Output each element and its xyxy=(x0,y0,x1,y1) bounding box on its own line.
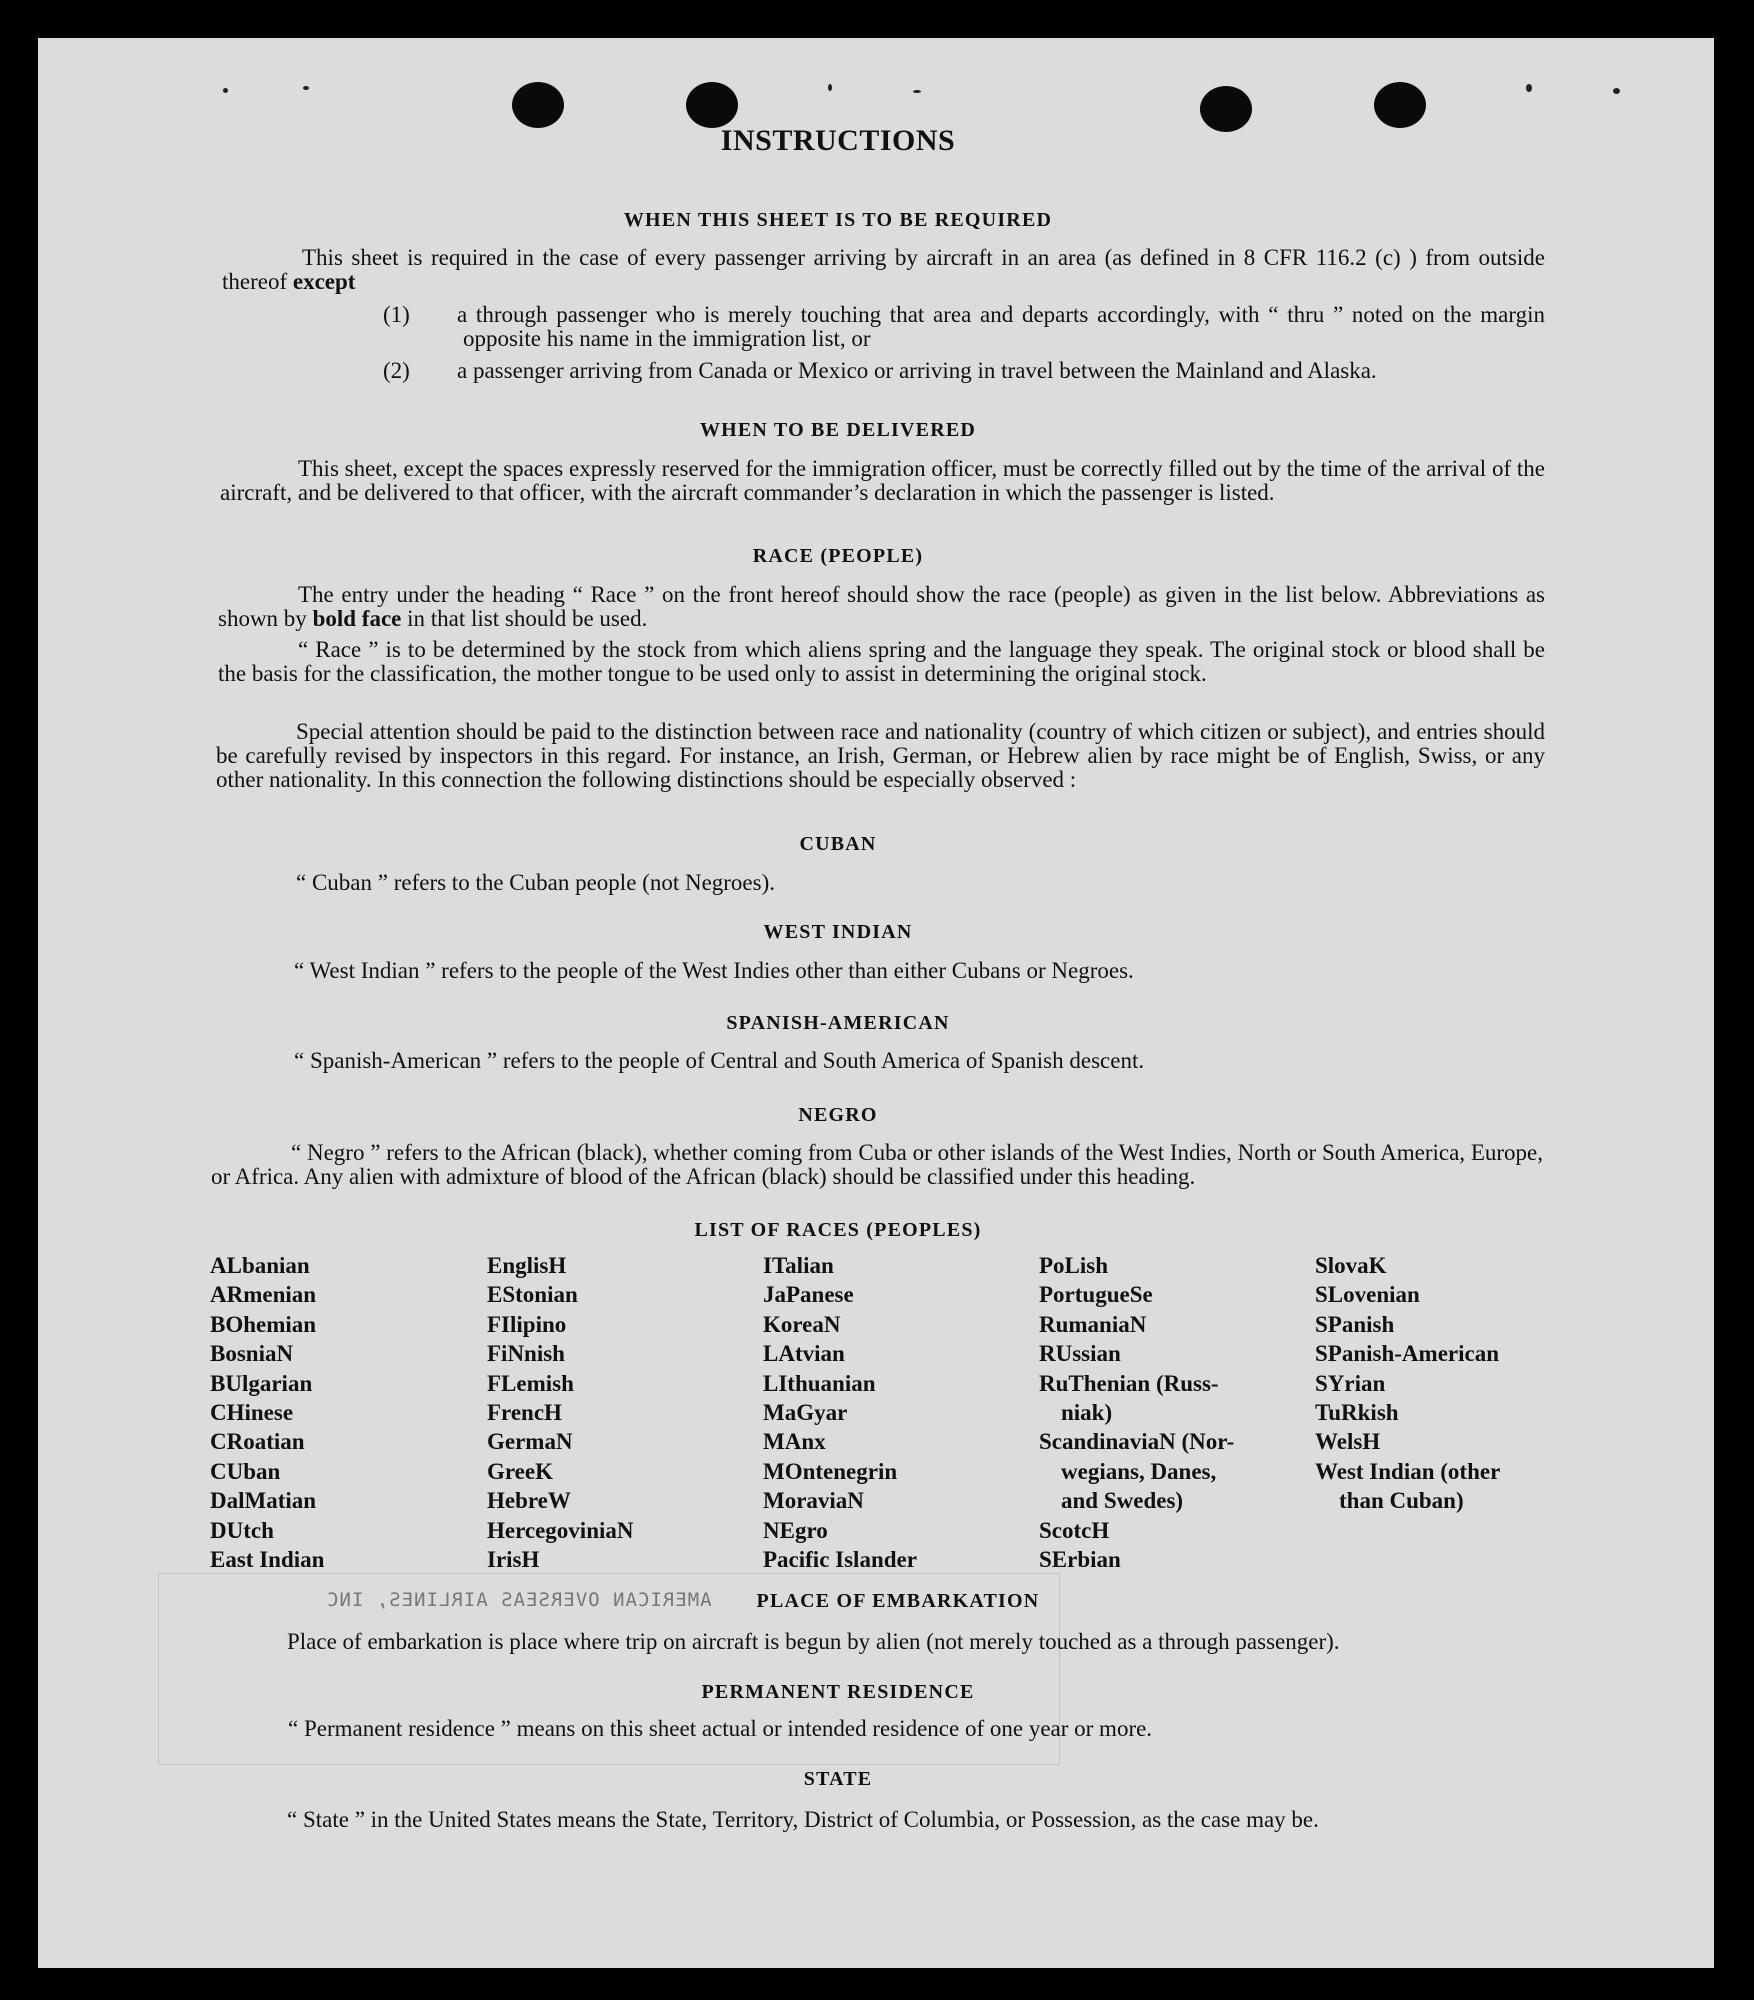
west-indian-text: “ West Indian ” refers to the people of the West Indies other than either Cubans or Negroes. xyxy=(294,958,1134,983)
list-item: NEgro xyxy=(763,1517,828,1543)
race-column-3 xyxy=(763,1251,1033,1574)
required-item-1: a through passenger who is merely touching that area and departs accordingly, with “ thru ” noted on the margin opposite his name in the immigration list, or xyxy=(457,302,1545,351)
list-item: East Indian xyxy=(210,1547,325,1573)
list-item: GermaN xyxy=(487,1429,573,1455)
punch-hole xyxy=(512,82,564,128)
list-item: LAtvian xyxy=(763,1341,845,1367)
list-item: RumaniaN xyxy=(1039,1311,1147,1337)
list-item: ARmenian xyxy=(210,1282,317,1308)
cuban-text: “ Cuban ” refers to the Cuban people (not Negroes). xyxy=(296,870,776,895)
race-list xyxy=(170,1251,1550,1571)
list-item: MoraviaN xyxy=(763,1488,864,1514)
heading-cuban: CUBAN xyxy=(799,833,877,855)
heading-residence: PERMANENT RESIDENCE xyxy=(701,1681,975,1703)
list-item: Pacific Islander xyxy=(763,1547,917,1573)
heading-spanish-american: SPANISH-AMERICAN xyxy=(726,1012,950,1034)
list-item: EnglisH xyxy=(487,1253,567,1278)
residence-text: “ Permanent residence ” means on this sheet actual or intended residence of one year or more. xyxy=(288,1716,1153,1741)
list-item: niak) xyxy=(1061,1400,1113,1426)
race-column-2 xyxy=(487,1251,757,1574)
heading-race: RACE (PEOPLE) xyxy=(752,545,924,567)
required-item-2: a passenger arriving from Canada or Mexico or arriving in travel between the Mainland and Alaska. xyxy=(457,358,1377,383)
heading-list-of-races: LIST OF RACES (PEOPLES) xyxy=(694,1219,982,1241)
list-item: MOntenegrin xyxy=(763,1458,898,1484)
list-item: CHinese xyxy=(210,1400,294,1426)
list-item: EStonian xyxy=(487,1282,578,1308)
spanish-american-text: “ Spanish-American ” refers to the people of Central and South America of Spanish descent. xyxy=(294,1048,1145,1073)
list-item: SLovenian xyxy=(1315,1282,1420,1308)
punch-hole xyxy=(1374,82,1426,128)
list-item: PoLish xyxy=(1039,1253,1109,1278)
list-item: West Indian (other xyxy=(1315,1458,1501,1484)
race-column-5 xyxy=(1315,1251,1585,1516)
list-item: HercegoviniaN xyxy=(487,1517,634,1543)
list-item: FiNnish xyxy=(487,1341,565,1367)
heading-embarkation: PLACE OF EMBARKATION xyxy=(756,1590,1040,1612)
item-number: (1) xyxy=(383,302,410,327)
list-item: SYrian xyxy=(1315,1370,1386,1396)
list-item: FrencH xyxy=(487,1400,562,1426)
list-item: and Swedes) xyxy=(1061,1488,1184,1514)
page-title: INSTRUCTIONS xyxy=(720,124,956,157)
list-item: ScandinaviaN (Nor- xyxy=(1039,1429,1235,1455)
race-paragraph-3: Special attention should be paid to the distinction between race and nationality (country of which citizen or subject), and entries should be carefully revised by inspectors in this regard. For instance, an Irish, German, or Hebrew alien by race might be of English, Swiss, or any other nationality. In this connection the following distinctions should be especially observed : xyxy=(216,719,1545,792)
list-item: IrisH xyxy=(487,1547,540,1573)
list-item: FLemish xyxy=(487,1370,574,1396)
list-item: SErbian xyxy=(1039,1547,1121,1573)
list-item: GreeK xyxy=(487,1458,553,1484)
heading-required: WHEN THIS SHEET IS TO BE REQUIRED xyxy=(623,209,1053,231)
negro-text: “ Negro ” refers to the African (black), whether coming from Cuba or other islands of the West Indies, North or South America, Europe, or Africa. Any alien with admixture of blood of the African (black) should be classified under this heading. xyxy=(211,1140,1543,1189)
heading-negro: NEGRO xyxy=(798,1104,878,1126)
list-item: BUlgarian xyxy=(210,1370,313,1396)
list-item: MAnx xyxy=(763,1429,826,1455)
list-item: ITalian xyxy=(763,1253,834,1278)
list-item: TuRkish xyxy=(1315,1400,1399,1426)
list-item: PortugueSe xyxy=(1039,1282,1153,1308)
list-item: SPanish xyxy=(1315,1311,1395,1337)
list-item: BosniaN xyxy=(210,1341,294,1367)
race-column-1 xyxy=(210,1251,480,1574)
list-item: ALbanian xyxy=(210,1253,310,1278)
list-item: CRoatian xyxy=(210,1429,305,1455)
list-item: ScotcH xyxy=(1039,1517,1110,1543)
list-item: FIlipino xyxy=(487,1311,567,1337)
list-item: than Cuban) xyxy=(1339,1488,1464,1514)
list-item: SlovaK xyxy=(1315,1253,1387,1278)
list-item: DalMatian xyxy=(210,1488,317,1514)
embarkation-text: Place of embarkation is place where trip on aircraft is begun by alien (not merely touched as a through passenger). xyxy=(287,1629,1340,1654)
list-item: RuThenian (Russ- xyxy=(1039,1370,1219,1396)
list-item: MaGyar xyxy=(763,1400,848,1426)
list-item: RUssian xyxy=(1039,1341,1121,1367)
heading-west-indian: WEST INDIAN xyxy=(763,921,913,943)
heading-delivered: WHEN TO BE DELIVERED xyxy=(699,419,977,441)
list-item: HebreW xyxy=(487,1488,571,1514)
airline-stamp: AMERICAN OVERSEAS AIRLINES, INC xyxy=(326,1589,712,1611)
list-item: JaPanese xyxy=(763,1282,854,1308)
list-item: DUtch xyxy=(210,1517,274,1543)
punch-hole xyxy=(686,82,738,128)
race-paragraph-2: “ Race ” is to be determined by the stock from which aliens spring and the language they speak. The original stock or blood shall be the basis for the classification, the mother tongue to be used only to assist in determining the original stock. xyxy=(218,637,1545,686)
list-item: BOhemian xyxy=(210,1311,317,1337)
race-paragraph-1: The entry under the heading “ Race ” on the front hereof should show the race (people) as given in the list below. Abbreviations as shown by bold face in that list should be used. xyxy=(218,582,1545,631)
list-item: CUban xyxy=(210,1458,281,1484)
required-intro: This sheet is required in the case of every passenger arriving by aircraft in an area (as defined in 8 CFR 116.2 (c) ) from outside thereof except xyxy=(222,245,1545,294)
list-item: WelsH xyxy=(1315,1429,1381,1455)
list-item: KoreaN xyxy=(763,1311,841,1337)
heading-state: STATE xyxy=(803,1768,873,1790)
list-item: LIthuanian xyxy=(763,1370,876,1396)
state-text: “ State ” in the United States means the State, Territory, District of Columbia, or Possession, as the case may be. xyxy=(287,1807,1319,1832)
item-number: (2) xyxy=(383,358,410,383)
race-column-4 xyxy=(1039,1251,1309,1574)
list-item: wegians, Danes, xyxy=(1061,1458,1217,1484)
list-item: SPanish-American xyxy=(1315,1341,1499,1367)
delivered-text: This sheet, except the spaces expressly reserved for the immigration officer, must be correctly filled out by the time of the arrival of the aircraft, and be delivered to that officer, with the aircraft commander’s declaration in which the passenger is listed. xyxy=(220,456,1545,505)
